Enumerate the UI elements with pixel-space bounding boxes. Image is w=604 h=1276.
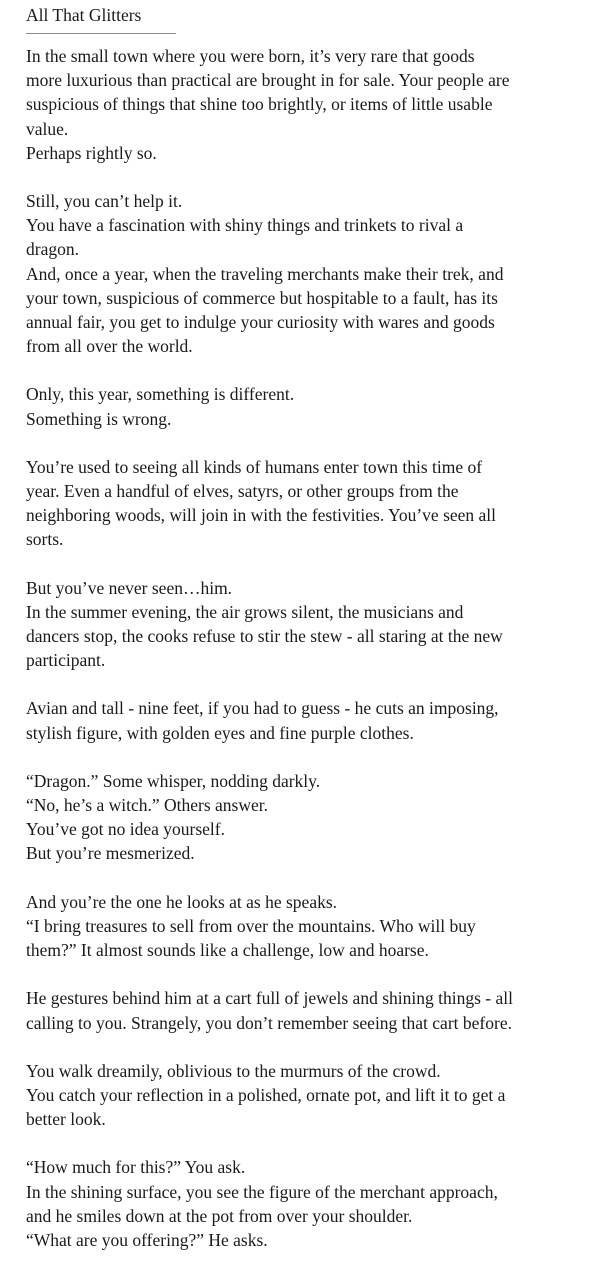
paragraph-line: He gestures behind him at a cart full of jewels and shining things - all (26, 988, 513, 1009)
document-page (26, 2, 598, 1276)
story-body (26, 44, 598, 1252)
paragraph-line: In the shining surface, you see the figure of the merchant approach, (26, 1181, 498, 1202)
paragraph-line: You’ve got no idea yourself. (26, 819, 225, 840)
story-paragraph (26, 1059, 598, 1132)
paragraph-line: better look. (26, 1109, 106, 1130)
paragraph-line: from all over the world. (26, 336, 193, 357)
paragraph-line: dancers stop, the cooks refuse to stir the stew - all staring at the new (26, 626, 503, 647)
story-paragraph (26, 44, 598, 165)
paragraph-line: In the summer evening, the air grows silent, the musicians and (26, 601, 464, 622)
story-paragraph (26, 890, 598, 963)
story-paragraph (26, 1155, 598, 1252)
paragraph-line: But you’ve never seen…him. (26, 577, 233, 598)
paragraph-line: annual fair, you get to indulge your curiosity with wares and goods (26, 312, 495, 333)
title-divider (26, 33, 176, 34)
paragraph-line: “How much for this?” You ask. (26, 1157, 246, 1178)
paragraph-line: year. Even a handful of elves, satyrs, or other groups from the (26, 481, 459, 502)
paragraph-line: In the small town where you were born, it’s very rare that goods (26, 46, 475, 66)
story-paragraph (26, 986, 598, 1034)
paragraph-line: participant. (26, 650, 106, 671)
paragraph-line: You walk dreamily, oblivious to the murmurs of the crowd. (26, 1060, 441, 1081)
paragraph-line: Perhaps rightly so. (26, 142, 157, 163)
story-paragraph (26, 769, 598, 866)
story-paragraph (26, 696, 598, 744)
paragraph-line: But you’re mesmerized. (26, 843, 195, 864)
paragraph-line: them?” It almost sounds like a challenge, low and hoarse. (26, 940, 429, 961)
paragraph-line: You have a fascination with shiny things and trinkets to rival a (26, 215, 464, 236)
paragraph-line: Something is wrong. (26, 408, 172, 429)
paragraph-line: suspicious of things that shine too brightly, or items of little usable (26, 94, 493, 115)
paragraph-line: value. (26, 118, 69, 139)
paragraph-line: “Dragon.” Some whisper, nodding darkly. (26, 770, 321, 791)
story-paragraph (26, 382, 598, 430)
paragraph-line: stylish figure, with golden eyes and fine purple clothes. (26, 722, 414, 743)
paragraph-line: and he smiles down at the pot from over your shoulder. (26, 1205, 413, 1226)
paragraph-line: neighboring woods, will join in with the festivities. You’ve seen all (26, 505, 497, 526)
paragraph-line: You catch your reflection in a polished, ornate pot, and lift it to get a (26, 1084, 506, 1105)
paragraph-line: Only, this year, something is different. (26, 384, 295, 405)
story-paragraph (26, 189, 598, 358)
paragraph-line: more luxurious than practical are brought in for sale. Your people are (26, 70, 510, 91)
paragraph-line: your town, suspicious of commerce but hospitable to a fault, has its (26, 287, 498, 308)
paragraph-line: “No, he’s a witch.” Others answer. (26, 795, 269, 816)
story-paragraph (26, 455, 598, 552)
paragraph-line: dragon. (26, 239, 79, 260)
paragraph-line: Still, you can’t help it. (26, 191, 183, 212)
paragraph-line: And, once a year, when the traveling merchants make their trek, and (26, 263, 504, 284)
paragraph-line: And you’re the one he looks at as he speaks. (26, 891, 338, 912)
story-title: All That Glitters (26, 5, 142, 25)
paragraph-line: “What are you offering?” He asks. (26, 1229, 268, 1250)
paragraph-line: You’re used to seeing all kinds of humans enter town this time of (26, 456, 483, 477)
paragraph-line: sorts. (26, 529, 64, 550)
paragraph-line: Avian and tall - nine feet, if you had to guess - he cuts an imposing, (26, 698, 499, 719)
story-paragraph (26, 576, 598, 673)
paragraph-line: calling to you. Strangely, you don’t remember seeing that cart before. (26, 1012, 512, 1033)
paragraph-line: “I bring treasures to sell from over the mountains. Who will buy (26, 915, 476, 936)
